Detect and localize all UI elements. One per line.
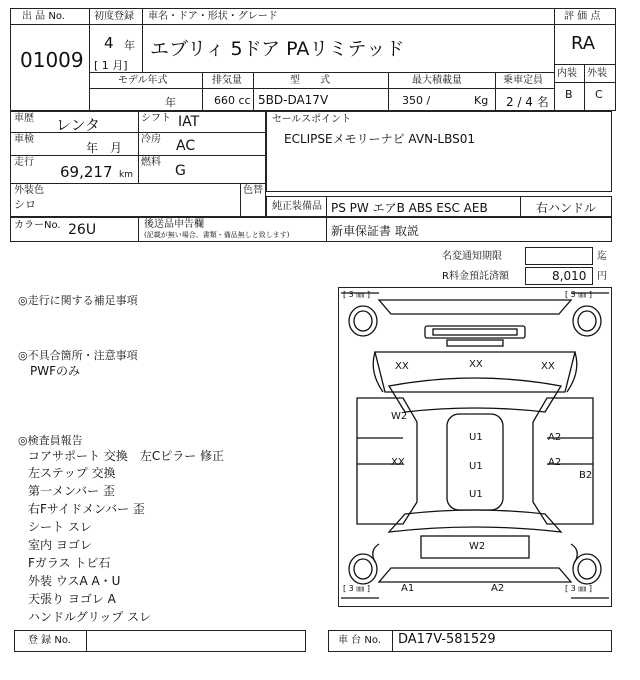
report-line: 左ステップ 交換: [28, 466, 116, 480]
fuel-label: 燃料: [141, 157, 161, 168]
defects-value: PWFのみ: [30, 364, 81, 378]
report-line: 天張り ヨゴレ A: [28, 592, 116, 606]
docs-note: (記載が無い場合、書類・備品無しと致します): [144, 231, 290, 239]
front-grille: [425, 326, 525, 338]
windshield: [389, 378, 561, 412]
car-name: エブリィ 5ドア PAリミテッド: [150, 38, 405, 60]
displacement-label: 排気量: [212, 75, 242, 86]
damage-mark: A2: [548, 457, 562, 468]
car-name-label: 車名・ドア・形状・グレード: [148, 11, 278, 22]
report-line: ハンドルグリップ スレ: [28, 610, 152, 624]
displacement-value: 660 cc: [214, 94, 251, 107]
damage-mark: W2: [469, 541, 486, 552]
front-bumper-lower: [447, 340, 503, 346]
grade-label: 評 価 点: [564, 11, 601, 22]
damage-mark: A2: [548, 432, 562, 443]
damage-mark: B2: [579, 470, 593, 481]
equipment-value: PS PW エアB ABS ESC AEB: [331, 201, 488, 215]
damage-mark: U1: [469, 461, 483, 472]
tire-depth-front-right: [ 3 ㎜ ]: [565, 290, 592, 299]
color-docs-frame: [10, 217, 612, 242]
recycle-fee-value: 8,010: [552, 269, 587, 283]
equipment-label: 純正装備品: [272, 201, 322, 212]
model-year-label: モデル年式: [118, 75, 168, 86]
sales-point-label: セールスポイント: [272, 114, 352, 125]
sales-point-value: ECLIPSEメモリーナビ AVN-LBS01: [284, 132, 475, 146]
repaint-label: 色替: [243, 185, 263, 196]
damage-mark: XX: [541, 361, 555, 372]
damage-mark: XX: [469, 359, 483, 370]
capacity-label: 乗車定員: [503, 75, 543, 86]
shift-value: IAT: [178, 114, 200, 130]
report-line: 右Fサイドメンバー 歪: [28, 502, 145, 516]
damage-mark: XX: [395, 361, 409, 372]
report-line: 第一メンバー 歪: [28, 484, 115, 498]
registration-number-label: 登 録 No.: [28, 635, 71, 646]
type-value: 5BD-DA17V: [258, 93, 329, 107]
tire-depth-front-left: [ 3 ㎜ ]: [343, 290, 370, 299]
shift-label: シフト: [141, 113, 171, 124]
first-registration-label: 初度登録: [94, 11, 134, 22]
fuel-value: G: [175, 163, 186, 179]
defects-heading: ◎不具合箇所・注意事項: [18, 349, 138, 362]
tire-depth-rear-right: [ 3 ㎜ ]: [565, 584, 592, 593]
report-line: 室内 ヨゴレ: [28, 538, 92, 552]
model-year-unit: 年: [165, 96, 176, 109]
right-body-side: [533, 398, 593, 524]
color-number-label: カラーNo.: [14, 220, 61, 231]
grade-value: RA: [571, 33, 596, 54]
name-change-unit: 迄: [597, 251, 607, 262]
first-registration-month: [ 1 月]: [94, 59, 128, 72]
inspection-label: 車検: [14, 134, 34, 145]
docs-label: 後送品申告欄: [144, 219, 204, 230]
left-body-side: [357, 398, 417, 524]
exterior-color-value: シロ: [14, 198, 36, 211]
first-registration-year: 4: [104, 34, 114, 52]
damage-mark: U1: [469, 489, 483, 500]
damage-mark: W2: [391, 411, 408, 422]
max-load-unit: Kg: [474, 94, 489, 107]
max-load-value: 350 /: [402, 94, 431, 107]
ac-value: AC: [176, 138, 196, 154]
mileage-value: 69,217: [60, 163, 113, 181]
color-number-value: 26U: [68, 222, 97, 238]
chassis-number-value: DA17V-581529: [398, 632, 496, 647]
max-load-label: 最大積載量: [412, 75, 462, 86]
report-line: シート スレ: [28, 520, 92, 534]
year-unit: 年: [124, 39, 135, 52]
inspection-value: 年 月: [86, 141, 123, 155]
damage-mark: A2: [491, 583, 505, 594]
history-value: レンタ: [56, 116, 101, 134]
interior-grade-label: 内装: [557, 68, 577, 79]
interior-grade-value: B: [565, 88, 573, 101]
rear-bumper: [379, 568, 571, 582]
report-line: 外装 ウスA A・U: [28, 574, 121, 588]
exterior-grade-value: C: [595, 88, 603, 101]
capacity-value: 2 / 4 名: [506, 95, 549, 109]
tire-depth-rear-left: [ 3 ㎜ ]: [343, 584, 370, 593]
lot-number: 01009: [20, 48, 84, 72]
type-label: 型 式: [290, 75, 330, 86]
front-bumper-outline: [379, 300, 571, 314]
damage-mark: U1: [469, 432, 483, 443]
steering-value: 右ハンドル: [536, 201, 597, 215]
inspector-report-heading: ◎検査員報告: [18, 434, 83, 447]
mileage-label: 走行: [14, 157, 34, 168]
mileage-unit: km: [119, 170, 133, 180]
exterior-color-label: 外装色: [14, 185, 44, 196]
damage-mark: XX: [391, 457, 405, 468]
driving-notes-heading: ◎走行に関する補足事項: [18, 294, 138, 307]
vehicle-diagram-svg: [339, 288, 611, 606]
warranty-value: 新車保証書 取説: [331, 224, 419, 238]
name-change-deadline-label: 名変通知期限: [442, 251, 502, 262]
history-label: 車歴: [14, 113, 34, 124]
chassis-number-label: 車 台 No.: [338, 635, 381, 646]
exterior-grade-label: 外装: [587, 68, 607, 79]
vehicle-damage-diagram: [338, 287, 612, 607]
recycle-fee-unit: 円: [597, 271, 607, 282]
lot-number-label: 出 品 No.: [22, 11, 65, 22]
report-line: Fガラス トビ石: [28, 556, 111, 570]
rear-window-frame: [389, 510, 561, 532]
recycle-fee-label: R料金預託済額: [442, 271, 509, 282]
ac-label: 冷房: [141, 134, 161, 145]
name-change-deadline-field: [525, 247, 593, 265]
report-line: コアサポート 交換 左Cピラー 修正: [28, 449, 225, 463]
damage-mark: A1: [401, 583, 415, 594]
